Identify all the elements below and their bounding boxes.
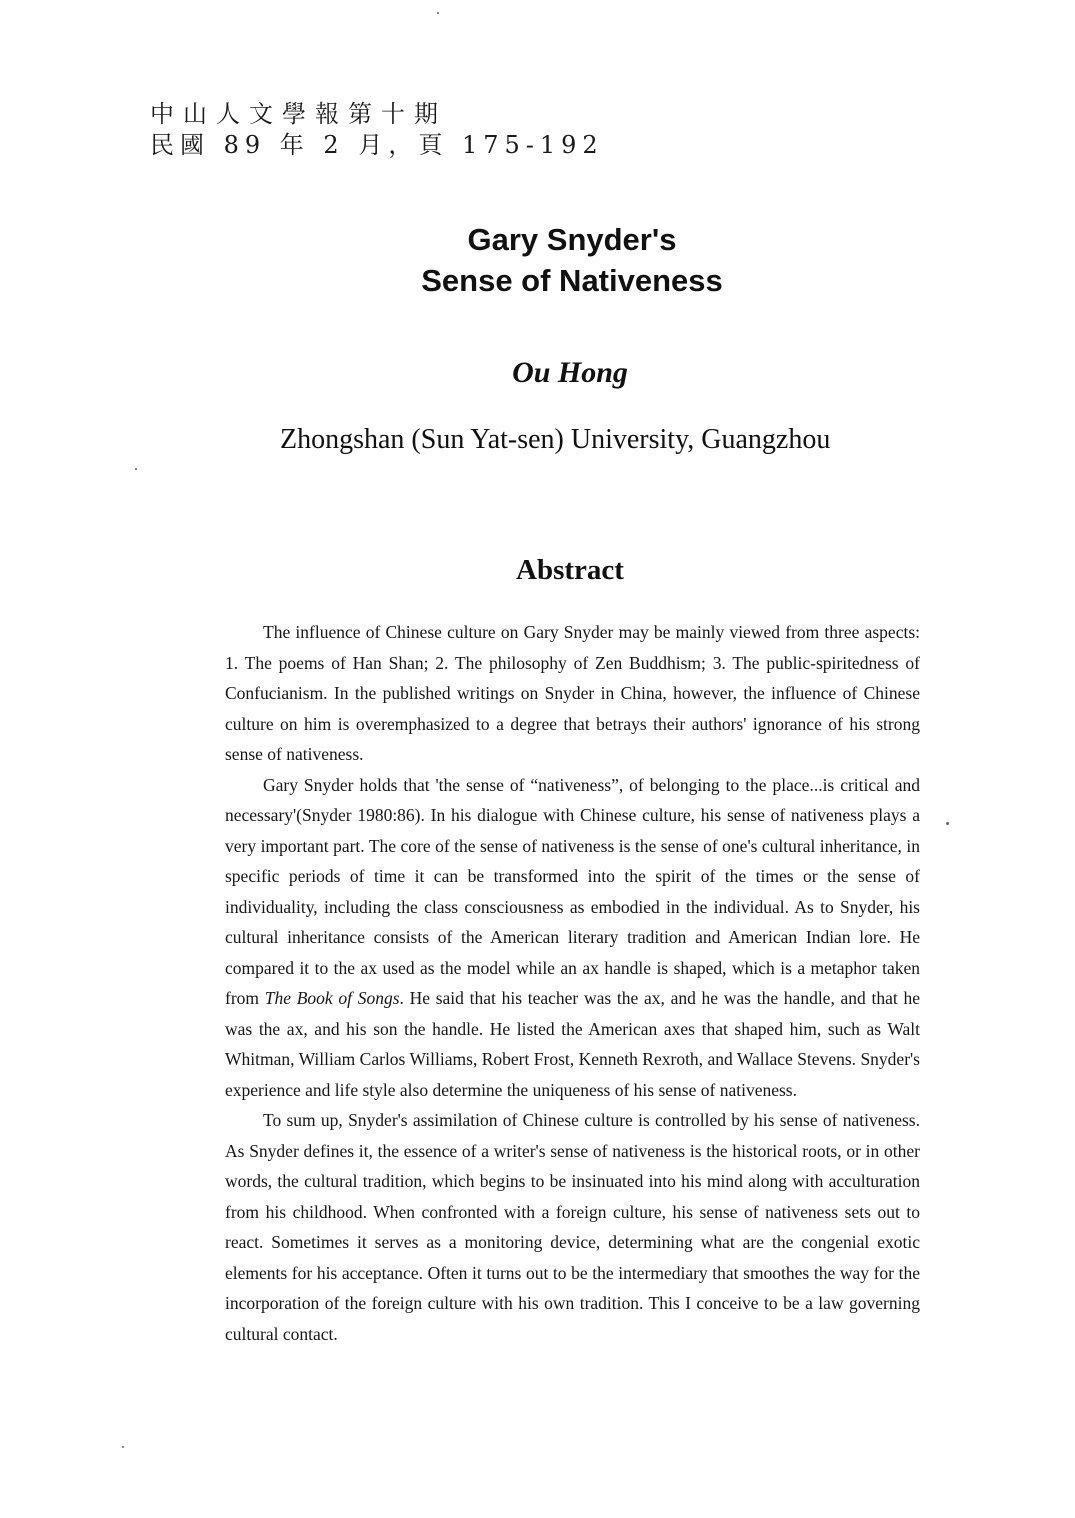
author-name: Ou Hong — [512, 356, 628, 389]
scan-speck — [122, 1446, 124, 1448]
abstract-paragraph-1 — [225, 617, 920, 770]
journal-name: 中山人文學報第十期 — [150, 100, 447, 128]
book-title-italic: The Book of Songs — [264, 988, 400, 1008]
abstract-paragraph-1-text: The influence of Chinese culture on Gary Snyder may be mainly viewed from three aspects: 1. The poems of Han Shan; 2. The philosophy of Zen Buddhism; 3. The public-spiritedness of Confucianism. In the published writings on Snyder in China, however, the influence of Chinese culture on him is overemphasized to a degree that betrays their authors' ignorance of his strong sense of nativeness. — [225, 622, 920, 764]
scan-speck — [946, 822, 949, 825]
abstract-paragraph-2-text-b: . He said that his teacher was the ax, and he was the handle, and that he was the ax, and his son the handle. He listed the American axes that shaped him, such as Walt Whitman, William Carlos Williams, Robert Frost, Kenneth Rexroth, and Wallace Stevens. Snyder's experience and life style also determine the uniqueness of his sense of nativeness. — [225, 988, 920, 1100]
article-title-line2: Sense of Nativeness — [421, 263, 723, 298]
scan-speck — [437, 12, 439, 14]
abstract-paragraph-2-text-a: Gary Snyder holds that 'the sense of “nativeness”, of belonging to the place...is critical and necessary'(Snyder 1980:86). In his dialogue with Chinese culture, his sense of nativeness plays a very important part. The core of the sense of nativeness is the sense of one's cultural inheritance, in specific periods of time it can be transformed into the spirit of the times or the sense of individuality, including the class consciousness as embodied in the individual. As to Snyder, his cultural inheritance consists of the American literary tradition and American Indian lore. He compared it to the ax used as the model while an ax handle is shaped, which is a metaphor taken from — [225, 774, 920, 1008]
abstract-heading: Abstract — [516, 554, 624, 586]
abstract-paragraph-3-text: To sum up, Snyder's assimilation of Chinese culture is controlled by his sense of nativeness. As Snyder defines it, the essence of a writer's sense of nativeness is the historical roots, or in other words, the cultural tradition, which begins to be insinuated into his mind along with acculturation from his childhood. When confronted with a foreign culture, his sense of nativeness sets out to react. Sometimes it serves as a monitoring device, determining what are the congenial exotic elements for his acceptance. Often it turns out to be the intermediary that smoothes the way for the incorporation of the foreign culture with his own tradition. This I conceive to be a law governing cultural contact. — [225, 1110, 920, 1344]
abstract-body — [225, 617, 920, 1349]
article-title-line1: Gary Snyder's — [467, 222, 677, 257]
journal-issue-line: 民國 89 年 2 月，頁 175-192 — [150, 131, 604, 159]
abstract-paragraph-3 — [225, 1105, 920, 1349]
abstract-paragraph-2 — [225, 770, 920, 1106]
author-affiliation: Zhongshan (Sun Yat-sen) University, Guangzhou — [280, 424, 831, 455]
scan-speck — [135, 468, 137, 470]
